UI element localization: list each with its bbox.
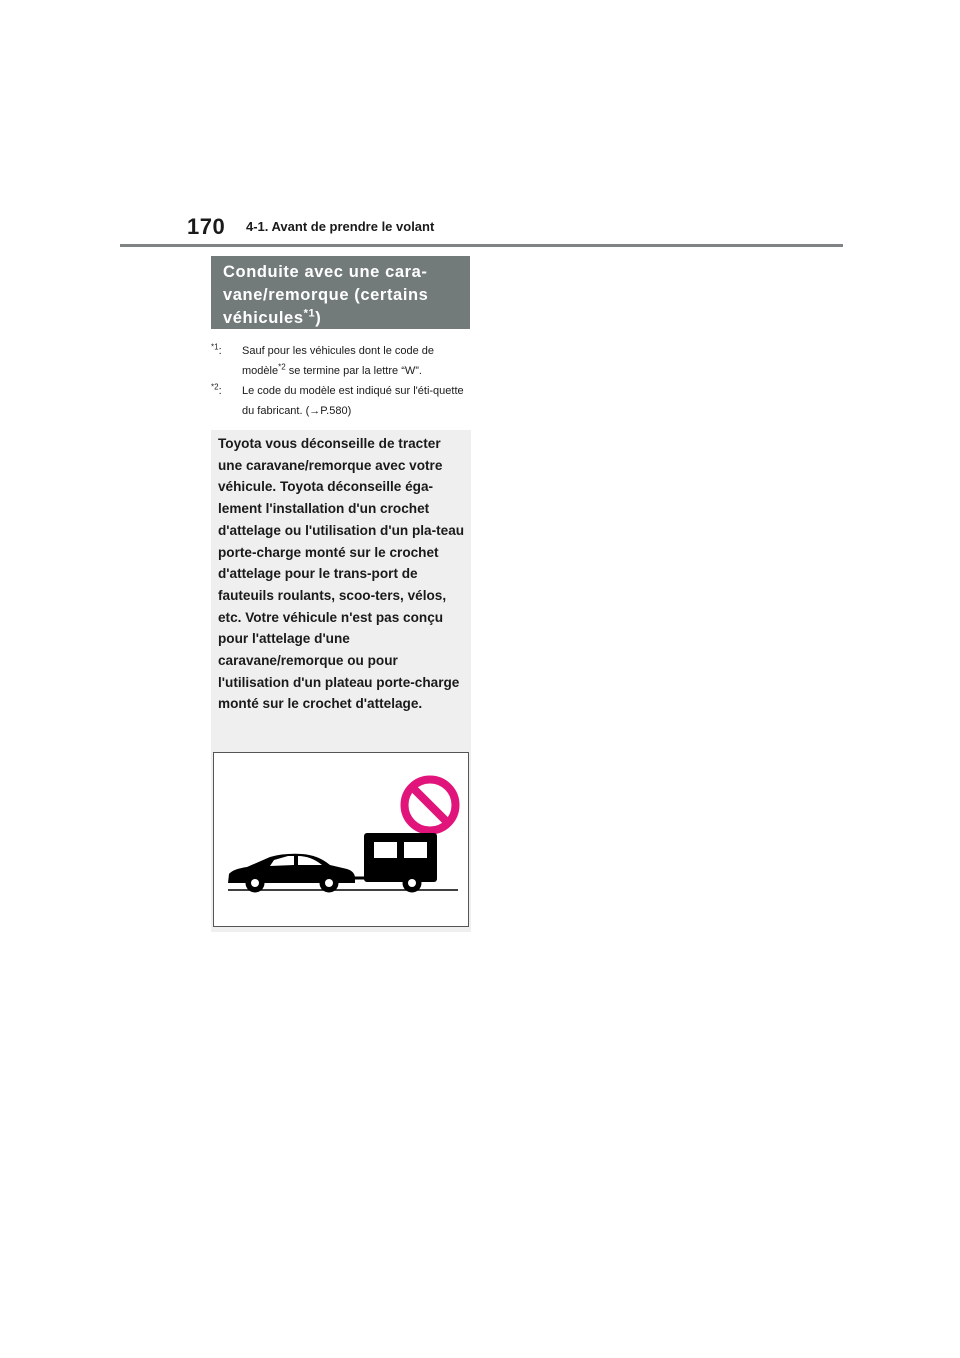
footnote-1-ref: *2 [278,362,286,372]
section-title-footnote-ref: *1 [303,307,316,320]
warning-box [211,430,471,932]
section-title [211,256,470,329]
prohibition-icon [405,780,456,831]
section-label: 4-1. Avant de prendre le volant [246,219,435,234]
header-rule [120,244,843,247]
footnote-2-text: Le code du modèle est indiqué sur l'éti-quette du fabricant. (→P.580) [242,385,464,417]
footnote-1-text-end: se termine par la lettre “W”. [285,365,422,377]
footnotes [211,341,473,421]
warning-text: Toyota vous déconseille de tracter une caravane/remorque avec votre véhicule. Toyota déconseille éga-lement l'installation d'un crochet d'attelage ou l'utilisation d'un pla-teau porte-charge monté sur le crochet d'attelage pour le trans-port de fauteuils roulants, scoo-ters, vélos, etc. Votre véhicule n'est pas conçu pour l'attelage d'une caravane/remorque ou pour l'utilisation d'un plateau porte-charge monté sur le crochet d'attelage. [218,436,465,712]
footnote-1-mark: $^{*1}$: [211,342,222,357]
towing-illustration-svg [214,753,468,926]
trailer-icon [364,833,437,893]
section-title-close: ) [315,309,322,327]
footnote-1 [211,341,473,381]
towing-illustration [213,752,469,927]
car-icon [228,854,355,893]
page-number: 170 [187,214,226,239]
footnote-2-mark: $^{*2}$: [211,382,222,397]
footnote-1-text: Sauf pour les véhicules dont le code de modèle [242,345,435,377]
footnote-2 [211,381,473,421]
section-title-text: Conduite avec une cara-vane/remorque (certains véhicules [223,263,429,327]
